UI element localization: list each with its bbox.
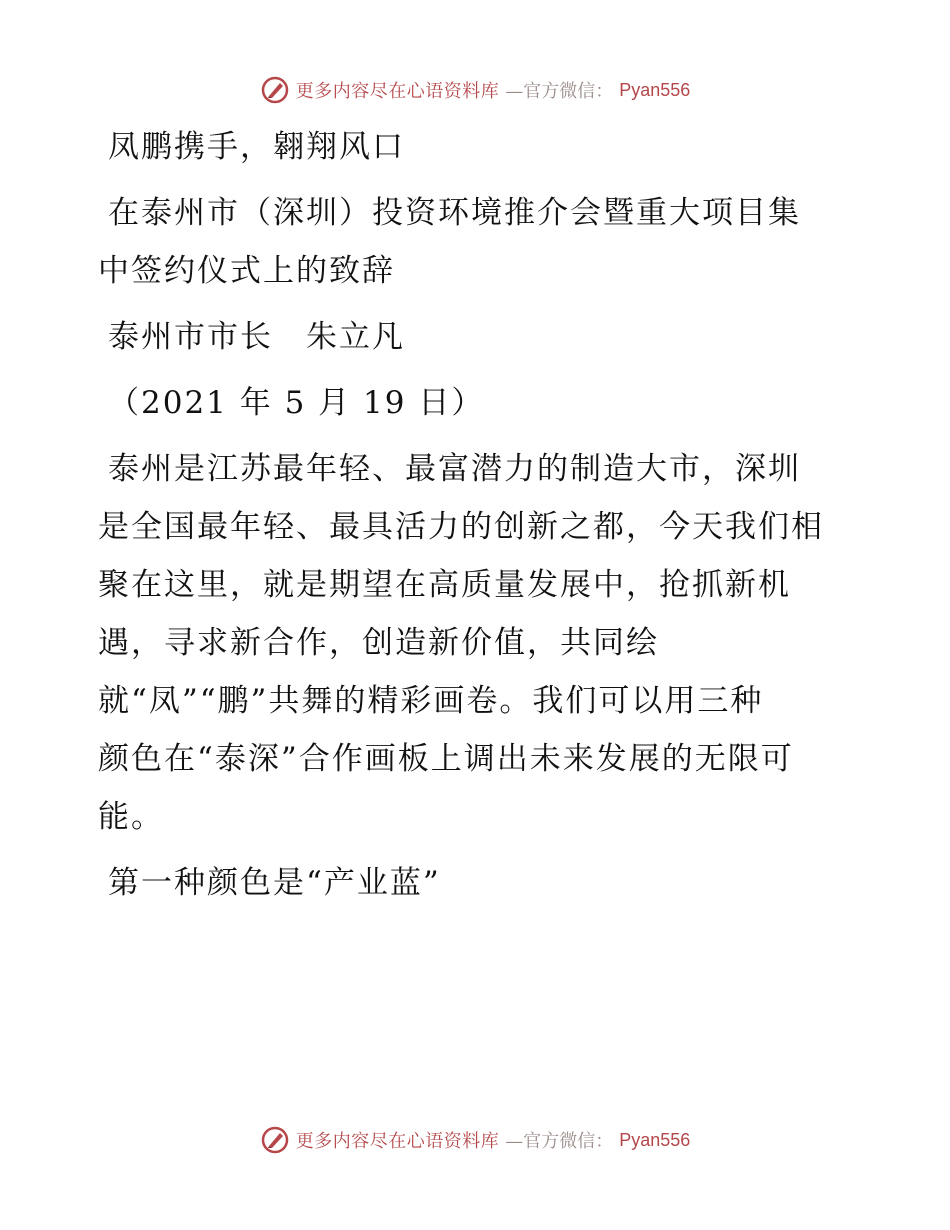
body-line: 泰州是江苏最年轻、最富潜力的制造大市，深圳 [108, 451, 801, 487]
watermark-separator: —官方微信： [505, 81, 614, 102]
body-line: 就“凤”“鹏”共舞的精彩画卷。我们可以用三种 [98, 683, 764, 719]
watermark-text: 更多内容尽在心语资料库 [295, 81, 500, 102]
document-title: 凤鹏携手，翱翔风口 [108, 129, 405, 165]
watermark [260, 75, 691, 105]
footer-watermark [0, 1122, 950, 1158]
body-line: 颜色在“泰深”合作画板上调出未来发展的无限可 [98, 741, 794, 777]
body-line: 遇，寻求新合作，创造新价值，共同绘 [98, 625, 659, 661]
body-line: 聚在这里，就是期望在高质量发展中，抢抓新机 [98, 567, 791, 603]
watermark-text: 更多内容尽在心语资料库 [295, 1131, 500, 1152]
watermark-separator: —官方微信： [505, 1131, 614, 1152]
document-date: （2021 年 5 月 19 日） [108, 385, 485, 421]
body-line: 能。 [98, 799, 164, 835]
pen-logo-icon [260, 75, 290, 105]
pen-logo-icon [260, 1125, 290, 1155]
document-subtitle-line1: 在泰州市（深圳）投资环境推介会暨重大项目集 [108, 195, 801, 231]
watermark [260, 1125, 691, 1155]
body-line: 是全国最年轻、最具活力的创新之都，今天我们相 [98, 509, 824, 545]
body-paragraph [98, 440, 858, 846]
document-body [98, 118, 858, 912]
watermark-handle: Pyan556 [619, 1129, 691, 1150]
header-watermark [0, 72, 950, 108]
document-subtitle-line2: 中签约仪式上的致辞 [98, 253, 395, 289]
section-heading: 第一种颜色是“产业蓝” [108, 865, 441, 901]
watermark-handle: Pyan556 [619, 79, 691, 100]
document-author: 泰州市市长 朱立凡 [108, 319, 405, 355]
